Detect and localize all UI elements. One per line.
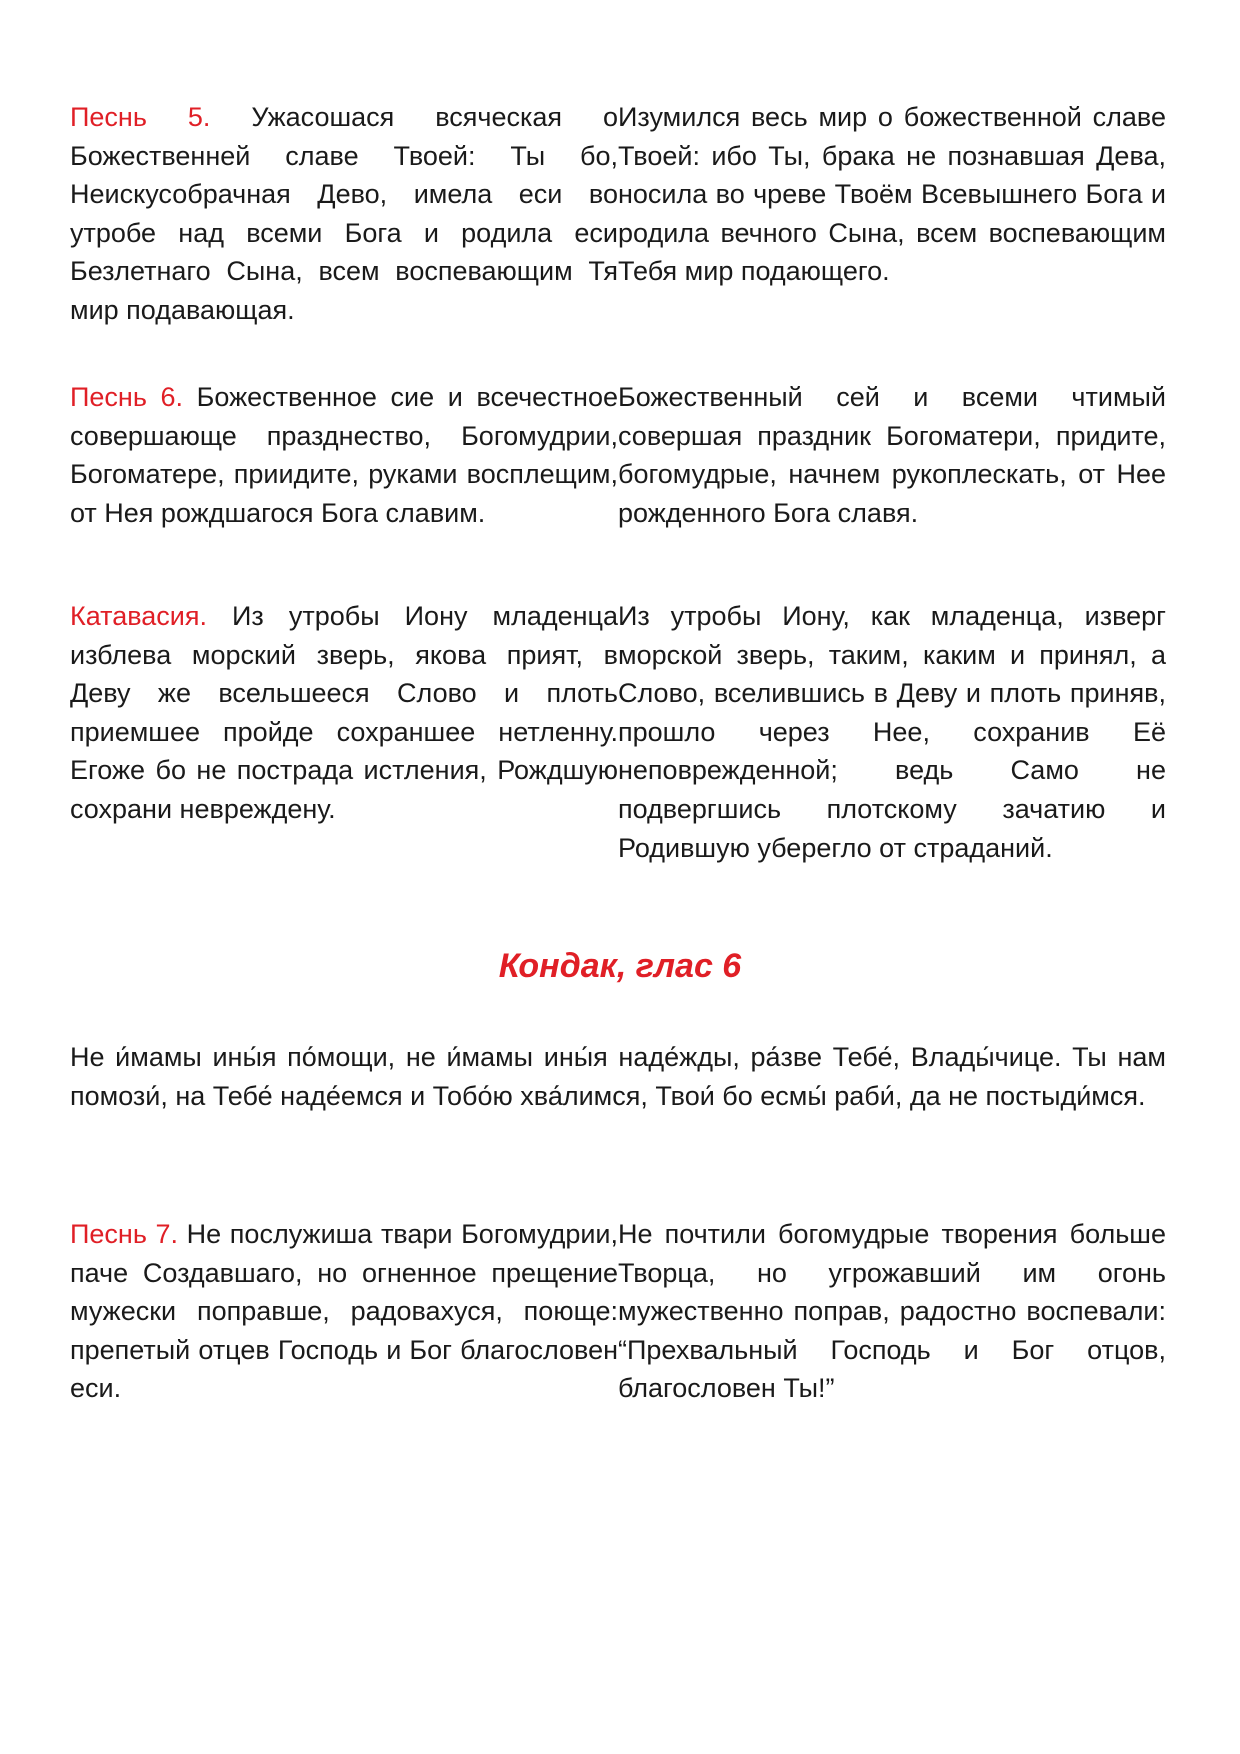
kondak-text: Не и́мамы ины́я по́мощи, не и́мамы ины́я наде́жды, ра́зве Тебе́, Влады́чице. Ты нам помози́, на Тебе́ наде́емся и Тобо́ю хва́лимся, Твои́ бо есмы́ раби́, да не постыди́мся. xyxy=(70,1042,1166,1111)
slavonic-paragraph: Из утробы Иону младенца изблева морский зверь, якова прият, в Деву же всельшееся Слово и плоть приемшее пройде сохраншее нетленну. Егоже бо не пострада истления, Рождшую сохрани невреждену. xyxy=(70,601,618,824)
slavonic-paragraph: Ужасошася всяческая о Божественней славе Твоей: Ты бо, Неискусобрачная Дево, имела еси во утробе над всеми Бога и родила еси Безлетнаго Сына, всем воспевающим Тя мир подавающая. xyxy=(70,102,618,325)
section-pesn-5 xyxy=(70,98,1166,330)
section-pesn-6 xyxy=(70,378,1166,532)
russian-translation: Из утробы Иону, как младенца, изверг морской зверь, таким, каким и принял, а Слово, вселившись в Деву и плоть приняв, прошло через Нее, сохранив Её неповрежденной; ведь Само не подвергшись плотскому зачатию и Родившую уберегло от страданий. xyxy=(618,601,1166,863)
slavonic-paragraph: Божественное сие и всечестное совершающе празднество, Богомудрии, Богоматере, приидите, руками восплещим, от Нея рождшагося Бога славим. xyxy=(70,382,618,528)
section-katavasia xyxy=(70,597,1166,867)
church-slavonic-text xyxy=(70,98,618,330)
church-slavonic-text xyxy=(70,597,618,867)
church-slavonic-text xyxy=(70,378,618,532)
section-label: Катавасия. xyxy=(70,601,207,631)
russian-translation: Не почтили богомудрые творения больше Творца, но угрожавший им огонь мужественно поправ, радостно воспевали: “Прехвальный Господь и Бог отцов, благословен Ты!” xyxy=(618,1219,1166,1404)
section-label: Песнь 5. xyxy=(70,102,211,132)
slavonic-paragraph: Не послужиша твари Богомудрии, паче Создавшаго, но огненное прещение мужески поправше, радовахуся, поюще: препетый отцев Господь и Бог благословен еси. xyxy=(70,1219,619,1404)
kondak-heading: Кондак, глас 6 xyxy=(498,947,742,985)
section-label: Песнь 6. xyxy=(70,382,184,412)
section-label: Песнь 7. xyxy=(70,1219,179,1249)
russian-translation: Божественный сей и всеми чтимый совершая праздник Богоматери, придите, богомудрые, начнем рукоплескать, от Нее рожденного Бога славя. xyxy=(618,382,1166,528)
russian-translation: Изумился весь мир о божественной славе Твоей: ибо Ты, брака не познавшая Дева, носила во чреве Твоём Всевышнего Бога и родила вечного Сына, всем воспевающим Тебя мир подающего. xyxy=(618,102,1166,287)
church-slavonic-text xyxy=(70,1215,618,1408)
section-pesn-7 xyxy=(70,1215,1166,1408)
